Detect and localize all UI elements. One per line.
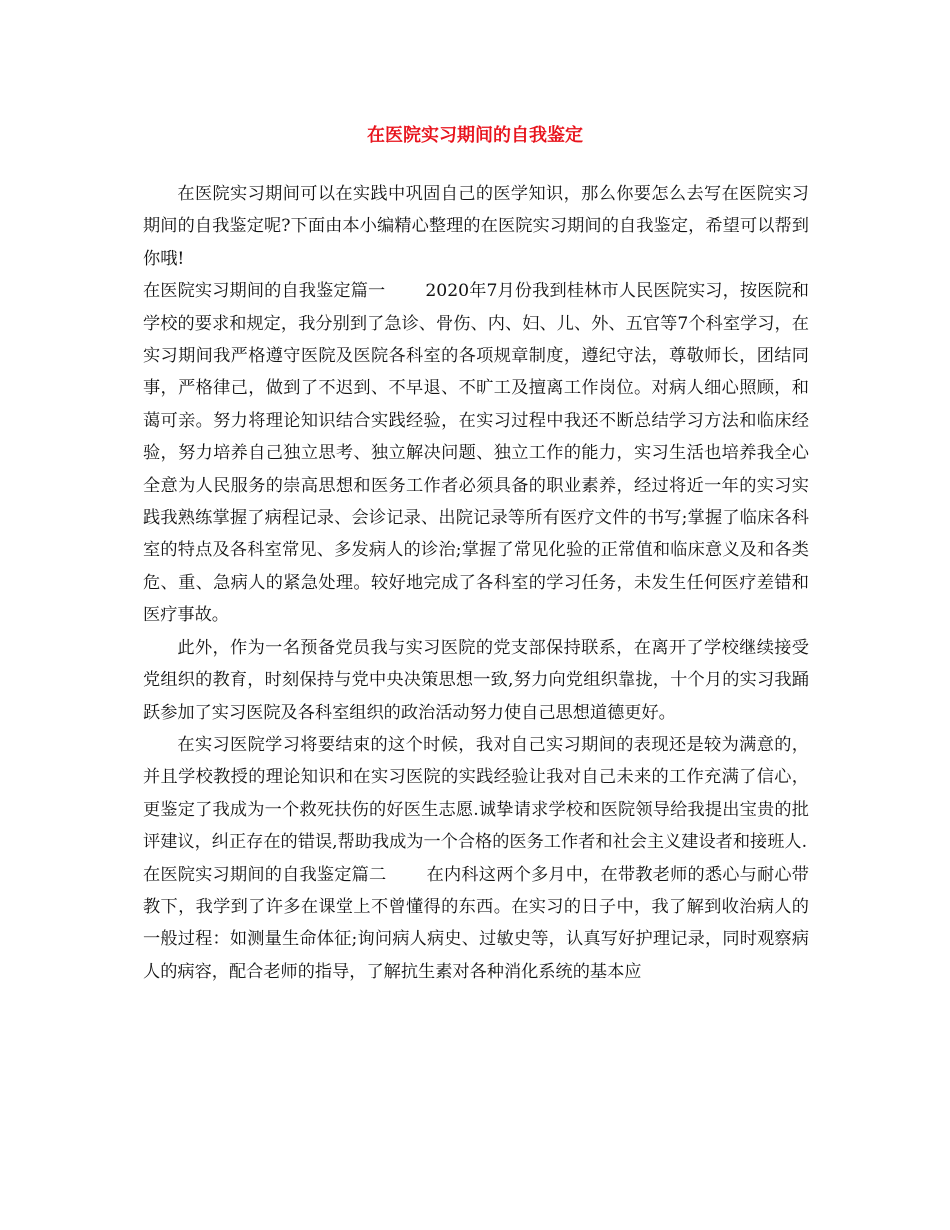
- intro-paragraph: 在医院实习期间可以在实践中巩固自己的医学知识，那么你要怎么去写在医院实习期间的自我鉴定呢?下面由本小编精心整理的在医院实习期间的自我鉴定，希望可以帮到你哦!: [143, 184, 809, 269]
- section-two-heading: 在医院实习期间的自我鉴定篇二: [143, 864, 387, 885]
- section-one-text: 2020年7月份我到桂林市人民医院实习，按医院和学校的要求和规定，我分别到了急诊、骨伤、内、妇、儿、外、五官等7个科室学习，在实习期间我严格遵守医院及医院各科室的各项规章制度，遵纪守法，尊敬师长，团结同事，严格律己，做到了不迟到、不早退、不旷工及擅离工作岗位。对病人细心照顾，和蔼可亲。努力将理论知识结合实践经验，在实习过程中我还不断总结学习方法和临床经验，努力培养自己独立思考、独立解决问题、独立工作的能力，实习生活也培养我全心全意为人民服务的崇高思想和医务工作者必须具备的职业素养，经过将近一年的实习实践我熟练掌握了病程记录、会诊记录、出院记录等所有医疗文件的书写;掌握了临床各科室的特点及各科室常见、多发病人的诊治;掌握了常见化验的正常值和临床意义及和各类危、重、急病人的紧急处理。较好地完成了各科室的学习任务，未发生任何医疗差错和医疗事故。: [143, 281, 809, 626]
- party-paragraph: 此外，作为一名预备党员我与实习医院的党支部保持联系，在离开了学校继续接受党组织的教育，时刻保持与党中央决策思想一致,努力向党组织靠拢，十个月的实习我踊跃参加了实习医院及各科室组织的政治活动努力使自己思想道德更好。: [143, 637, 809, 723]
- section-one-paragraph: [143, 275, 809, 631]
- section-one-heading: 在医院实习期间的自我鉴定篇一: [143, 281, 386, 302]
- section-two-paragraph: [143, 859, 809, 989]
- conclusion-paragraph: 在实习医院学习将要结束的这个时候，我对自己实习期间的表现还是较为满意的，并且学校教授的理论知识和在实习医院的实践经验让我对自己未来的工作充满了信心，更鉴定了我成为一个救死扶伤的好医生志愿.诚挚请求学校和医院领导给我提出宝贵的批评建议，纠正存在的错误,帮助我成为一个合格的医务工作者和社会主义建设者和接班人.: [143, 734, 809, 853]
- document-body: [143, 178, 809, 988]
- section-two-text: 在内科这两个多月中，在带教老师的悉心与耐心带教下，我学到了许多在课堂上不曾懂得的东西。在实习的日子中，我了解到收治病人的一般过程：如测量生命体征;询问病人病史、过敏史等，认真写好护理记录，同时观察病人的病容，配合老师的指导，了解抗生素对各种消化系统的基本应: [143, 864, 809, 982]
- document-title: 在医院实习期间的自我鉴定: [367, 125, 583, 146]
